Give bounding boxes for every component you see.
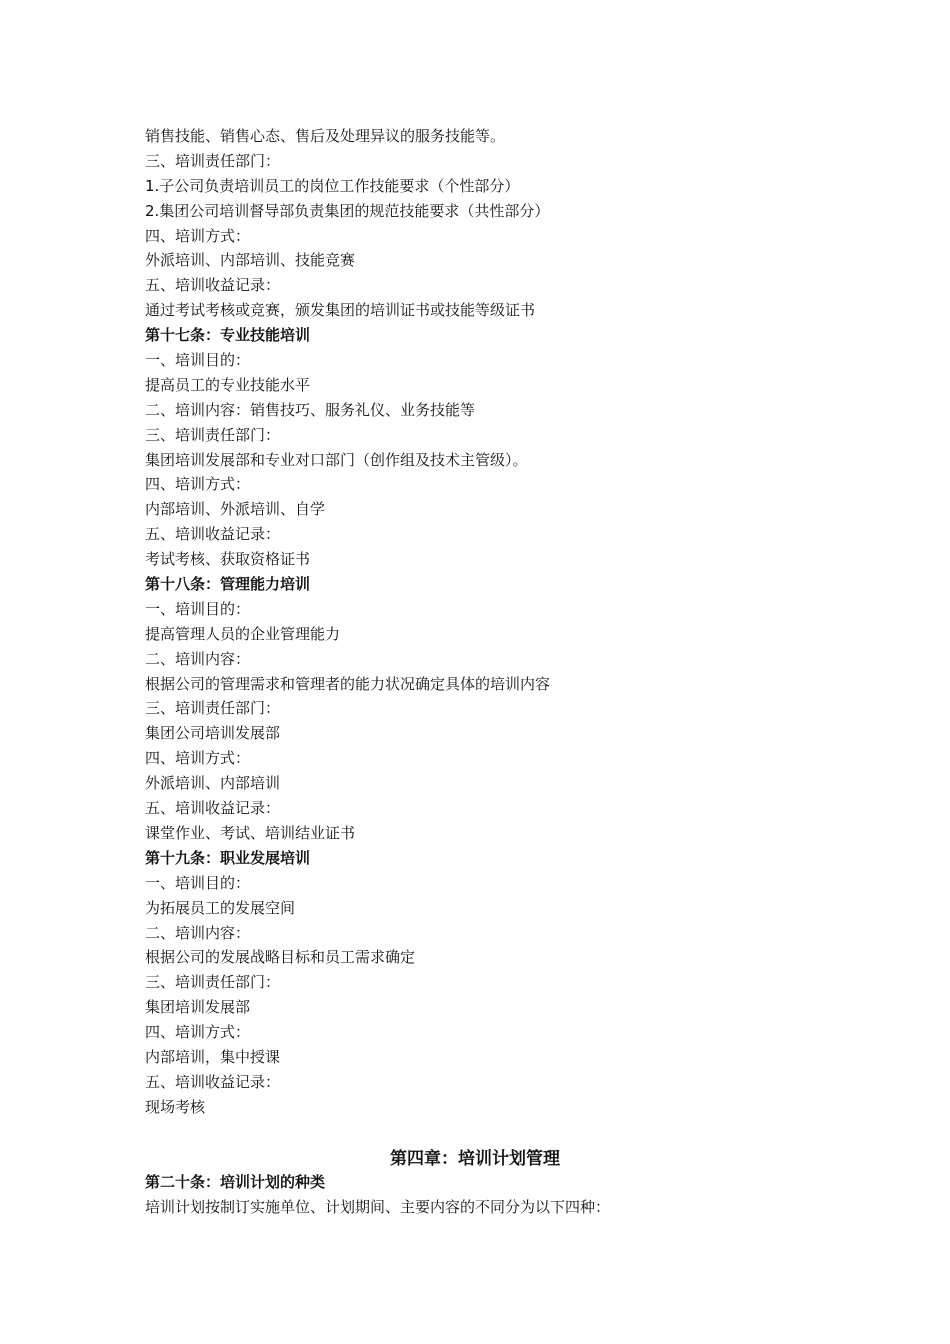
text-line: 1.子公司负责培训员工的岗位工作技能要求（个性部分） [145,176,520,195]
text-line: 四、培训方式： [145,475,251,494]
text-line: 外派培训、内部培训、技能竞赛 [145,251,356,270]
article-20-block [145,1170,845,1220]
text-line: 四、培训方式： [145,226,251,245]
text-line: 集团培训发展部和专业对口部门（创作组及技术主管级）。 [145,450,528,469]
text-line: 内部培训、外派培训、自学 [145,500,326,519]
text-line: 销售技能、销售心态、售后及处理异议的服务技能等。 [145,127,506,145]
text-line: 根据公司的发展战略目标和员工需求确定 [145,948,416,967]
text-line: 五、培训收益记录： [145,525,281,544]
text-line: 三、培训责任部门： [145,699,281,718]
article-20-body: 培训计划按制订实施单位、计划期间、主要内容的不同分为以下四种： [145,1197,611,1216]
text-line: 为拓展员工的发展空间 [145,898,296,917]
text-line: 一、培训目的： [145,873,251,892]
text-line: 2.集团公司培训督导部负责集团的规范技能要求（共性部分） [145,201,550,220]
text-line: 内部培训，集中授课 [145,1047,281,1066]
text-line: 课堂作业、考试、培训结业证书 [145,823,356,842]
text-line: 一、培训目的： [145,599,251,618]
text-line: 一、培训目的： [145,351,251,370]
text-line: 外派培训、内部培训 [145,774,281,793]
text-line: 三、培训责任部门： [145,151,281,170]
text-line: 通过考试考核或竞赛，颁发集团的培训证书或技能等级证书 [145,301,536,320]
text-line: 五、培训收益记录： [145,799,281,818]
text-line: 三、培训责任部门： [145,973,281,992]
text-line: 根据公司的管理需求和管理者的能力状况确定具体的培训内容 [145,674,551,693]
text-line: 五、培训收益记录： [145,1072,281,1091]
text-line: 二、培训内容：销售技巧、服务礼仪、业务技能等 [145,400,476,419]
article-19-heading: 第十九条：职业发展培训 [145,848,311,867]
article-17-heading: 第十七条：专业技能培训 [145,326,311,345]
text-line: 三、培训责任部门： [145,425,281,444]
text-line: 集团培训发展部 [145,998,251,1017]
text-line: 集团公司培训发展部 [145,724,281,743]
text-line: 四、培训方式： [145,749,251,768]
text-line: 提高管理人员的企业管理能力 [145,624,341,643]
article-18-heading: 第十八条：管理能力培训 [145,575,311,594]
text-line: 二、培训内容： [145,649,251,668]
text-line: 考试考核、获取资格证书 [145,550,311,569]
article-20-heading: 第二十条：培训计划的种类 [145,1173,326,1191]
text-line: 现场考核 [145,1097,206,1116]
text-block [145,124,845,1120]
text-line: 四、培训方式： [145,1023,251,1042]
text-line: 提高员工的专业技能水平 [145,375,311,394]
text-line: 五、培训收益记录： [145,276,281,295]
chapter-title: 第四章：培训计划管理 [390,1149,560,1169]
text-line: 二、培训内容： [145,923,251,942]
